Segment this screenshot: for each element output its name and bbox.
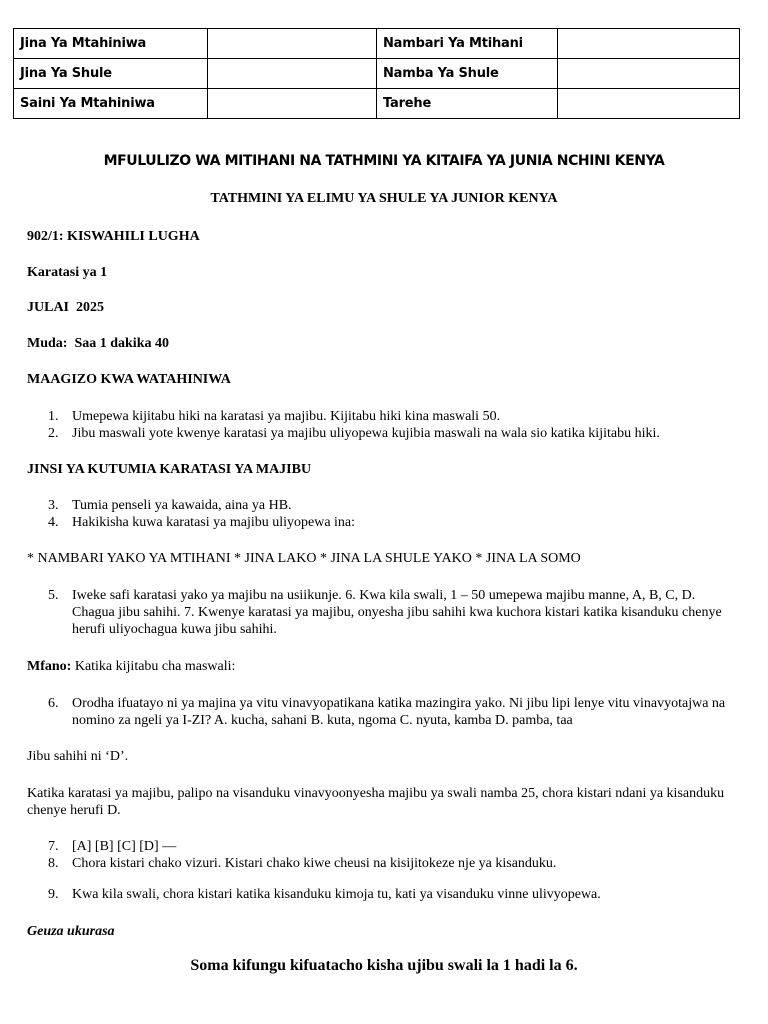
answer-sheet-note: Katika karatasi ya majibu, palipo na visanduku vinavyoonyesha majibu ya swali namba 25, chora kistari ndani ya kisanduku chenye herufi D.: [27, 786, 725, 818]
step-5-list: [27, 587, 732, 638]
list-item: [27, 425, 732, 442]
candidate-info-table: [13, 28, 740, 119]
example-line: [27, 658, 235, 675]
school-name-field[interactable]: [208, 59, 377, 89]
list-number: 9.: [48, 887, 59, 902]
candidate-name-label: Jina Ya Mtahiniwa: [14, 29, 208, 59]
final-steps-list: [27, 838, 732, 872]
table-row: [14, 89, 740, 119]
date-label: Tarehe: [377, 89, 558, 119]
answer-sheet-steps: [27, 497, 732, 531]
list-text: Orodha ifuatayo ni ya majina ya vitu vinavyopatikana katika mazingira yako. Ni jibu lipi lenye vitu vinavyotajwa na nomino za ngeli ya I-ZI? A. kucha, sahani B. kuta, ngoma C. nyuta, kamba D. pamba, taa: [72, 696, 726, 728]
page-subtitle: TATHMINI YA ELIMU YA SHULE YA JUNIOR KENYA: [210, 191, 558, 206]
list-item: [27, 514, 732, 531]
turn-page-note: Geuza ukurasa: [27, 924, 115, 939]
list-number: 7.: [48, 839, 59, 854]
list-text: Umepewa kijitabu hiki na karatasi ya majibu. Kijitabu hiki kina maswali 50.: [72, 409, 501, 424]
list-item: [27, 838, 732, 855]
list-text: Tumia penseli ya kawaida, aina ya HB.: [72, 498, 292, 513]
list-text: Jibu maswali yote kwenye karatasi ya majibu uliyopewa kujibia maswali na wala sio katika kijitabu hiki.: [72, 426, 660, 441]
paper-number: Karatasi ya 1: [27, 265, 108, 280]
list-text: Hakikisha kuwa karatasi ya majibu uliyopewa ina:: [72, 515, 356, 530]
date-field[interactable]: [558, 89, 740, 119]
list-number: 4.: [48, 515, 59, 530]
list-number: 3.: [48, 498, 59, 513]
list-text: Kwa kila swali, chora kistari katika kisanduku kimoja tu, kati ya visanduku vinne ulivyopewa.: [72, 887, 601, 902]
school-name-label: Jina Ya Shule: [14, 59, 208, 89]
list-item: [27, 497, 732, 514]
exam-number-label: Nambari Ya Mtihani: [377, 29, 558, 59]
passage-instruction: Soma kifungu kifuatacho kisha ujibu swali la 1 hadi la 6.: [190, 957, 578, 974]
paper-code: 902/1: KISWAHILI LUGHA: [27, 229, 200, 244]
step-9-list: [27, 886, 732, 903]
list-text: Chora kistari chako vizuri. Kistari chako kiwe cheusi na kisijitokeze nje ya kisanduku.: [72, 856, 557, 871]
answer-sheet-heading: JINSI YA KUTUMIA KARATASI YA MAJIBU: [27, 462, 312, 477]
required-fields-line: * NAMBARI YAKO YA MTIHANI * JINA LAKO * JINA LA SHULE YAKO * JINA LA SOMO: [27, 551, 581, 566]
list-text: [A] [B] [C] [D] —: [72, 839, 177, 854]
list-number: 8.: [48, 856, 59, 871]
candidate-name-field[interactable]: [208, 29, 377, 59]
exam-date: JULAI 2025: [27, 300, 105, 315]
list-item: [27, 695, 732, 729]
list-number: 6.: [48, 696, 59, 711]
candidate-signature-label: Saini Ya Mtahiniwa: [14, 89, 208, 119]
table-row: [14, 29, 740, 59]
list-item: [27, 587, 732, 638]
candidate-signature-field[interactable]: [208, 89, 377, 119]
instructions-heading: MAAGIZO KWA WATAHINIWA: [27, 372, 231, 387]
list-number: 5.: [48, 588, 59, 603]
instructions-list: [27, 408, 732, 442]
school-number-label: Namba Ya Shule: [377, 59, 558, 89]
table-row: [14, 59, 740, 89]
list-item: [27, 408, 732, 425]
list-item: [27, 855, 732, 872]
exam-number-field[interactable]: [558, 29, 740, 59]
list-item: [27, 886, 732, 903]
step-6-list: [27, 695, 732, 729]
school-number-field[interactable]: [558, 59, 740, 89]
example-label: Mfano:: [27, 659, 72, 674]
exam-duration: Muda: Saa 1 dakika 40: [27, 336, 169, 351]
example-text: Katika kijitabu cha maswali:: [71, 659, 236, 674]
list-text: Iweke safi karatasi yako ya majibu na usiikunje. 6. Kwa kila swali, 1 – 50 umepewa majibu manne, A, B, C, D. Chagua jibu sahihi. 7. Kwenye karatasi ya majibu, onyesha jibu sahihi kwa kuchora kistari katika kisanduku chenye herufi uliyochagua kuwa jibu sahihi.: [72, 588, 722, 637]
page-title: MFULULIZO WA MITIHANI NA TATHMINI YA KITAIFA YA JUNIA NCHINI KENYA: [103, 153, 665, 169]
list-number: 2.: [48, 426, 59, 441]
list-number: 1.: [48, 409, 59, 424]
correct-answer-line: Jibu sahihi ni ‘D’.: [27, 749, 129, 764]
